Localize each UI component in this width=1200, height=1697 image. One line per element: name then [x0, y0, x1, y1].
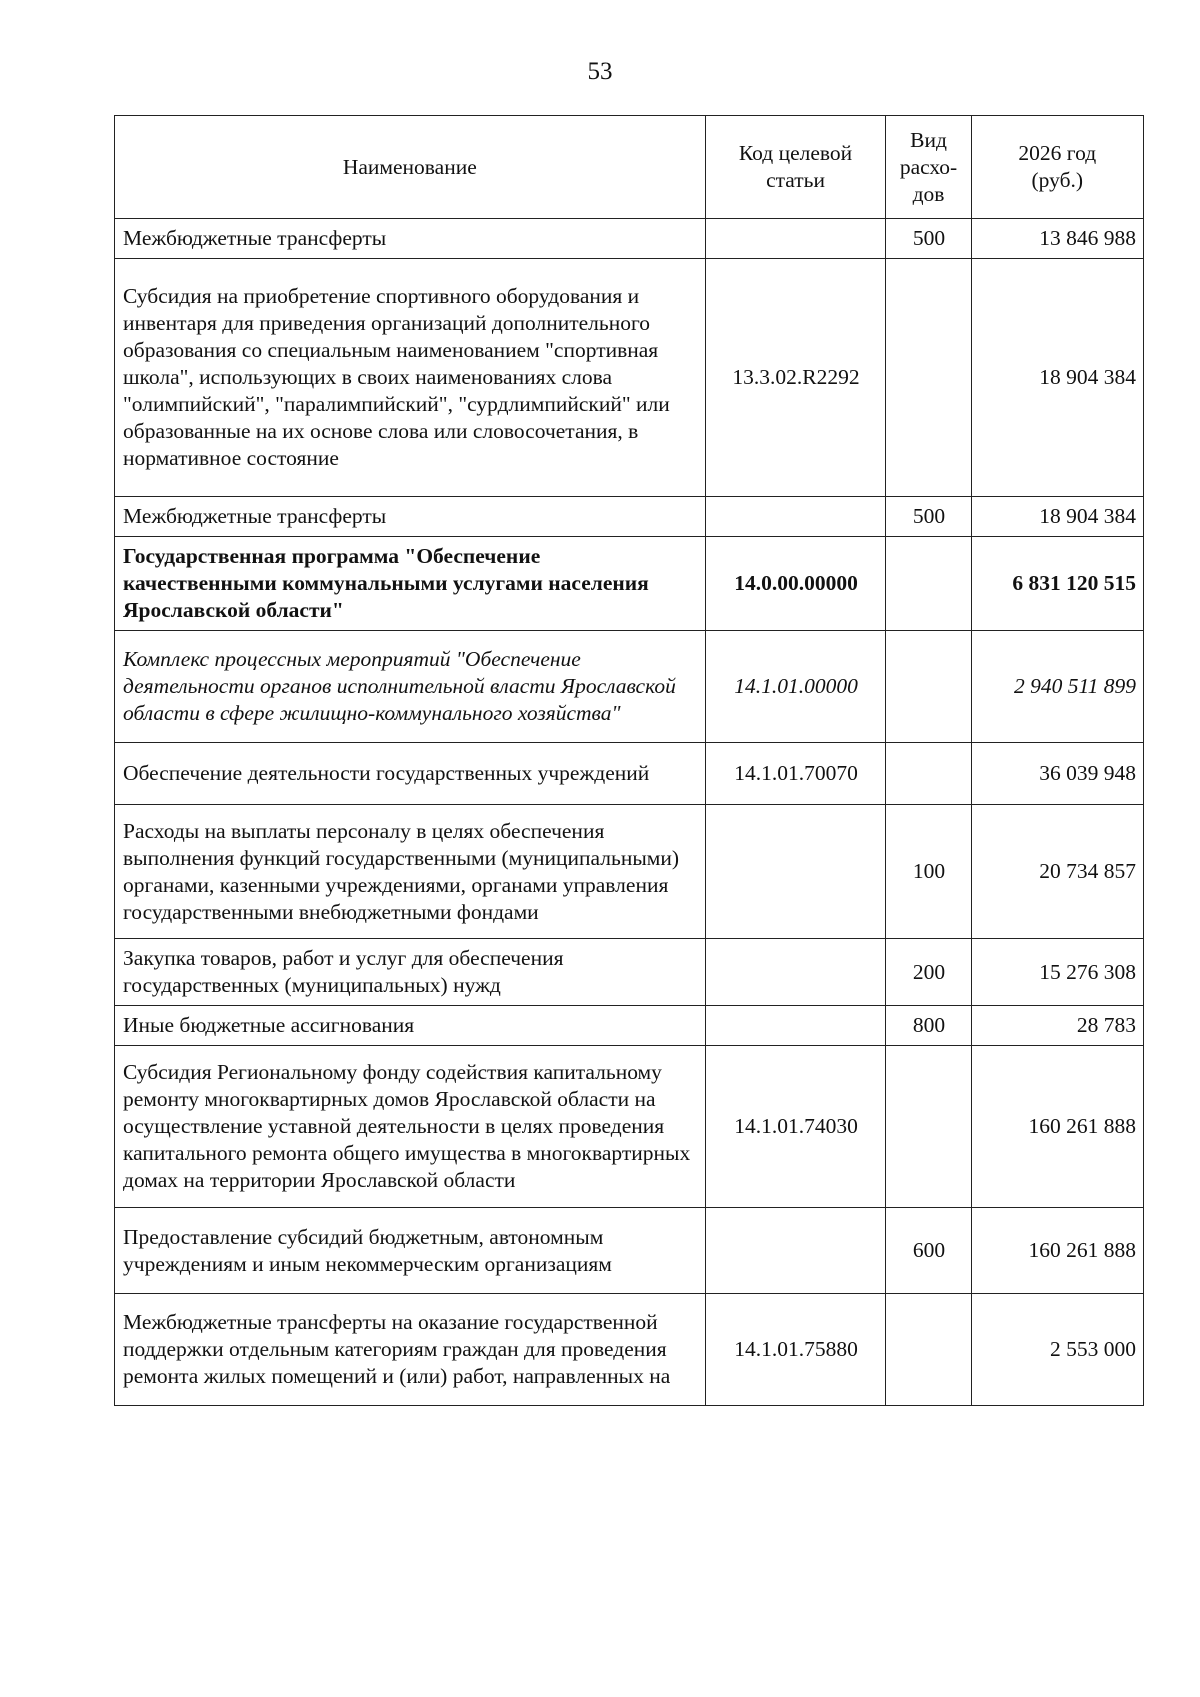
row-code: 14.1.01.74030	[705, 1046, 886, 1208]
table-row	[115, 1208, 1144, 1294]
table-row	[115, 259, 1144, 497]
row-type: 500	[886, 497, 971, 537]
row-type	[886, 537, 971, 631]
row-name: Межбюджетные трансферты на оказание государственной поддержки отдельным категориям граждан для проведения ремонта жилых помещений и (или) работ, направленных на	[115, 1294, 706, 1406]
row-name: Межбюджетные трансферты	[115, 497, 706, 537]
row-amount: 6 831 120 515	[971, 537, 1143, 631]
row-type	[886, 1046, 971, 1208]
row-code: 14.1.01.75880	[705, 1294, 886, 1406]
page-number: 53	[587, 58, 613, 85]
row-name: Государственная программа "Обеспечение качественными коммунальными услугами населения Ярославской области"	[115, 537, 706, 631]
row-name: Субсидия на приобретение спортивного оборудования и инвентаря для приведения организаций дополнительного образования со специальным наименованием "спортивная школа", использующих в своих наименованиях слова "олимпийский", "паралимпийский", "сурдлимпийский" или образованные на их основе слова или словосочетания, в нормативное состояние	[115, 259, 706, 497]
row-name: Иные бюджетные ассигнования	[115, 1006, 706, 1046]
row-code	[705, 939, 886, 1006]
row-type: 100	[886, 805, 971, 939]
row-code	[705, 1208, 886, 1294]
row-amount: 36 039 948	[971, 743, 1143, 805]
row-code	[705, 805, 886, 939]
row-code	[705, 1006, 886, 1046]
table-row	[115, 497, 1144, 537]
table-row	[115, 1294, 1144, 1406]
row-amount: 15 276 308	[971, 939, 1143, 1006]
row-type	[886, 743, 971, 805]
row-type: 800	[886, 1006, 971, 1046]
row-name: Расходы на выплаты персоналу в целях обеспечения выполнения функций государственными (муниципальными) органами, казенными учреждениями, органами управления государственными внебюджетными фондами	[115, 805, 706, 939]
row-code	[705, 219, 886, 259]
row-type: 200	[886, 939, 971, 1006]
table-row	[115, 939, 1144, 1006]
row-amount: 160 261 888	[971, 1046, 1143, 1208]
row-amount: 2 553 000	[971, 1294, 1143, 1406]
row-name: Комплекс процессных мероприятий "Обеспечение деятельности органов исполнительной власти Ярославской области в сфере жилищно-коммунального хозяйства"	[115, 631, 706, 743]
table-header-row	[115, 116, 1144, 219]
row-amount: 20 734 857	[971, 805, 1143, 939]
table-row	[115, 631, 1144, 743]
table-row	[115, 219, 1144, 259]
row-name: Предоставление субсидий бюджетным, автономным учреждениям и иным некоммерческим организациям	[115, 1208, 706, 1294]
row-amount: 18 904 384	[971, 259, 1143, 497]
header-amount: 2026 год (руб.)	[971, 116, 1143, 219]
row-amount: 160 261 888	[971, 1208, 1143, 1294]
row-type	[886, 259, 971, 497]
row-amount: 18 904 384	[971, 497, 1143, 537]
row-type	[886, 1294, 971, 1406]
table-row	[115, 537, 1144, 631]
row-code: 14.1.01.00000	[705, 631, 886, 743]
row-type: 500	[886, 219, 971, 259]
header-type: Вид расхо- дов	[886, 116, 971, 219]
row-amount: 13 846 988	[971, 219, 1143, 259]
header-name: Наименование	[115, 116, 706, 219]
row-type	[886, 631, 971, 743]
row-code: 14.1.01.70070	[705, 743, 886, 805]
row-code	[705, 497, 886, 537]
table-row	[115, 805, 1144, 939]
row-amount: 28 783	[971, 1006, 1143, 1046]
table-row	[115, 743, 1144, 805]
row-name: Субсидия Региональному фонду содействия капитальному ремонту многоквартирных домов Ярославской области на осуществление уставной деятельности в целях проведения капитального ремонта общего имущества в многоквартирных домах на территории Ярославской области	[115, 1046, 706, 1208]
row-amount: 2 940 511 899	[971, 631, 1143, 743]
row-name: Обеспечение деятельности государственных учреждений	[115, 743, 706, 805]
header-code: Код целевой статьи	[705, 116, 886, 219]
row-type: 600	[886, 1208, 971, 1294]
row-name: Межбюджетные трансферты	[115, 219, 706, 259]
budget-table	[114, 115, 1144, 1406]
row-code: 14.0.00.00000	[705, 537, 886, 631]
table-row	[115, 1006, 1144, 1046]
row-name: Закупка товаров, работ и услуг для обеспечения государственных (муниципальных) нужд	[115, 939, 706, 1006]
table-row	[115, 1046, 1144, 1208]
row-code: 13.3.02.R2292	[705, 259, 886, 497]
